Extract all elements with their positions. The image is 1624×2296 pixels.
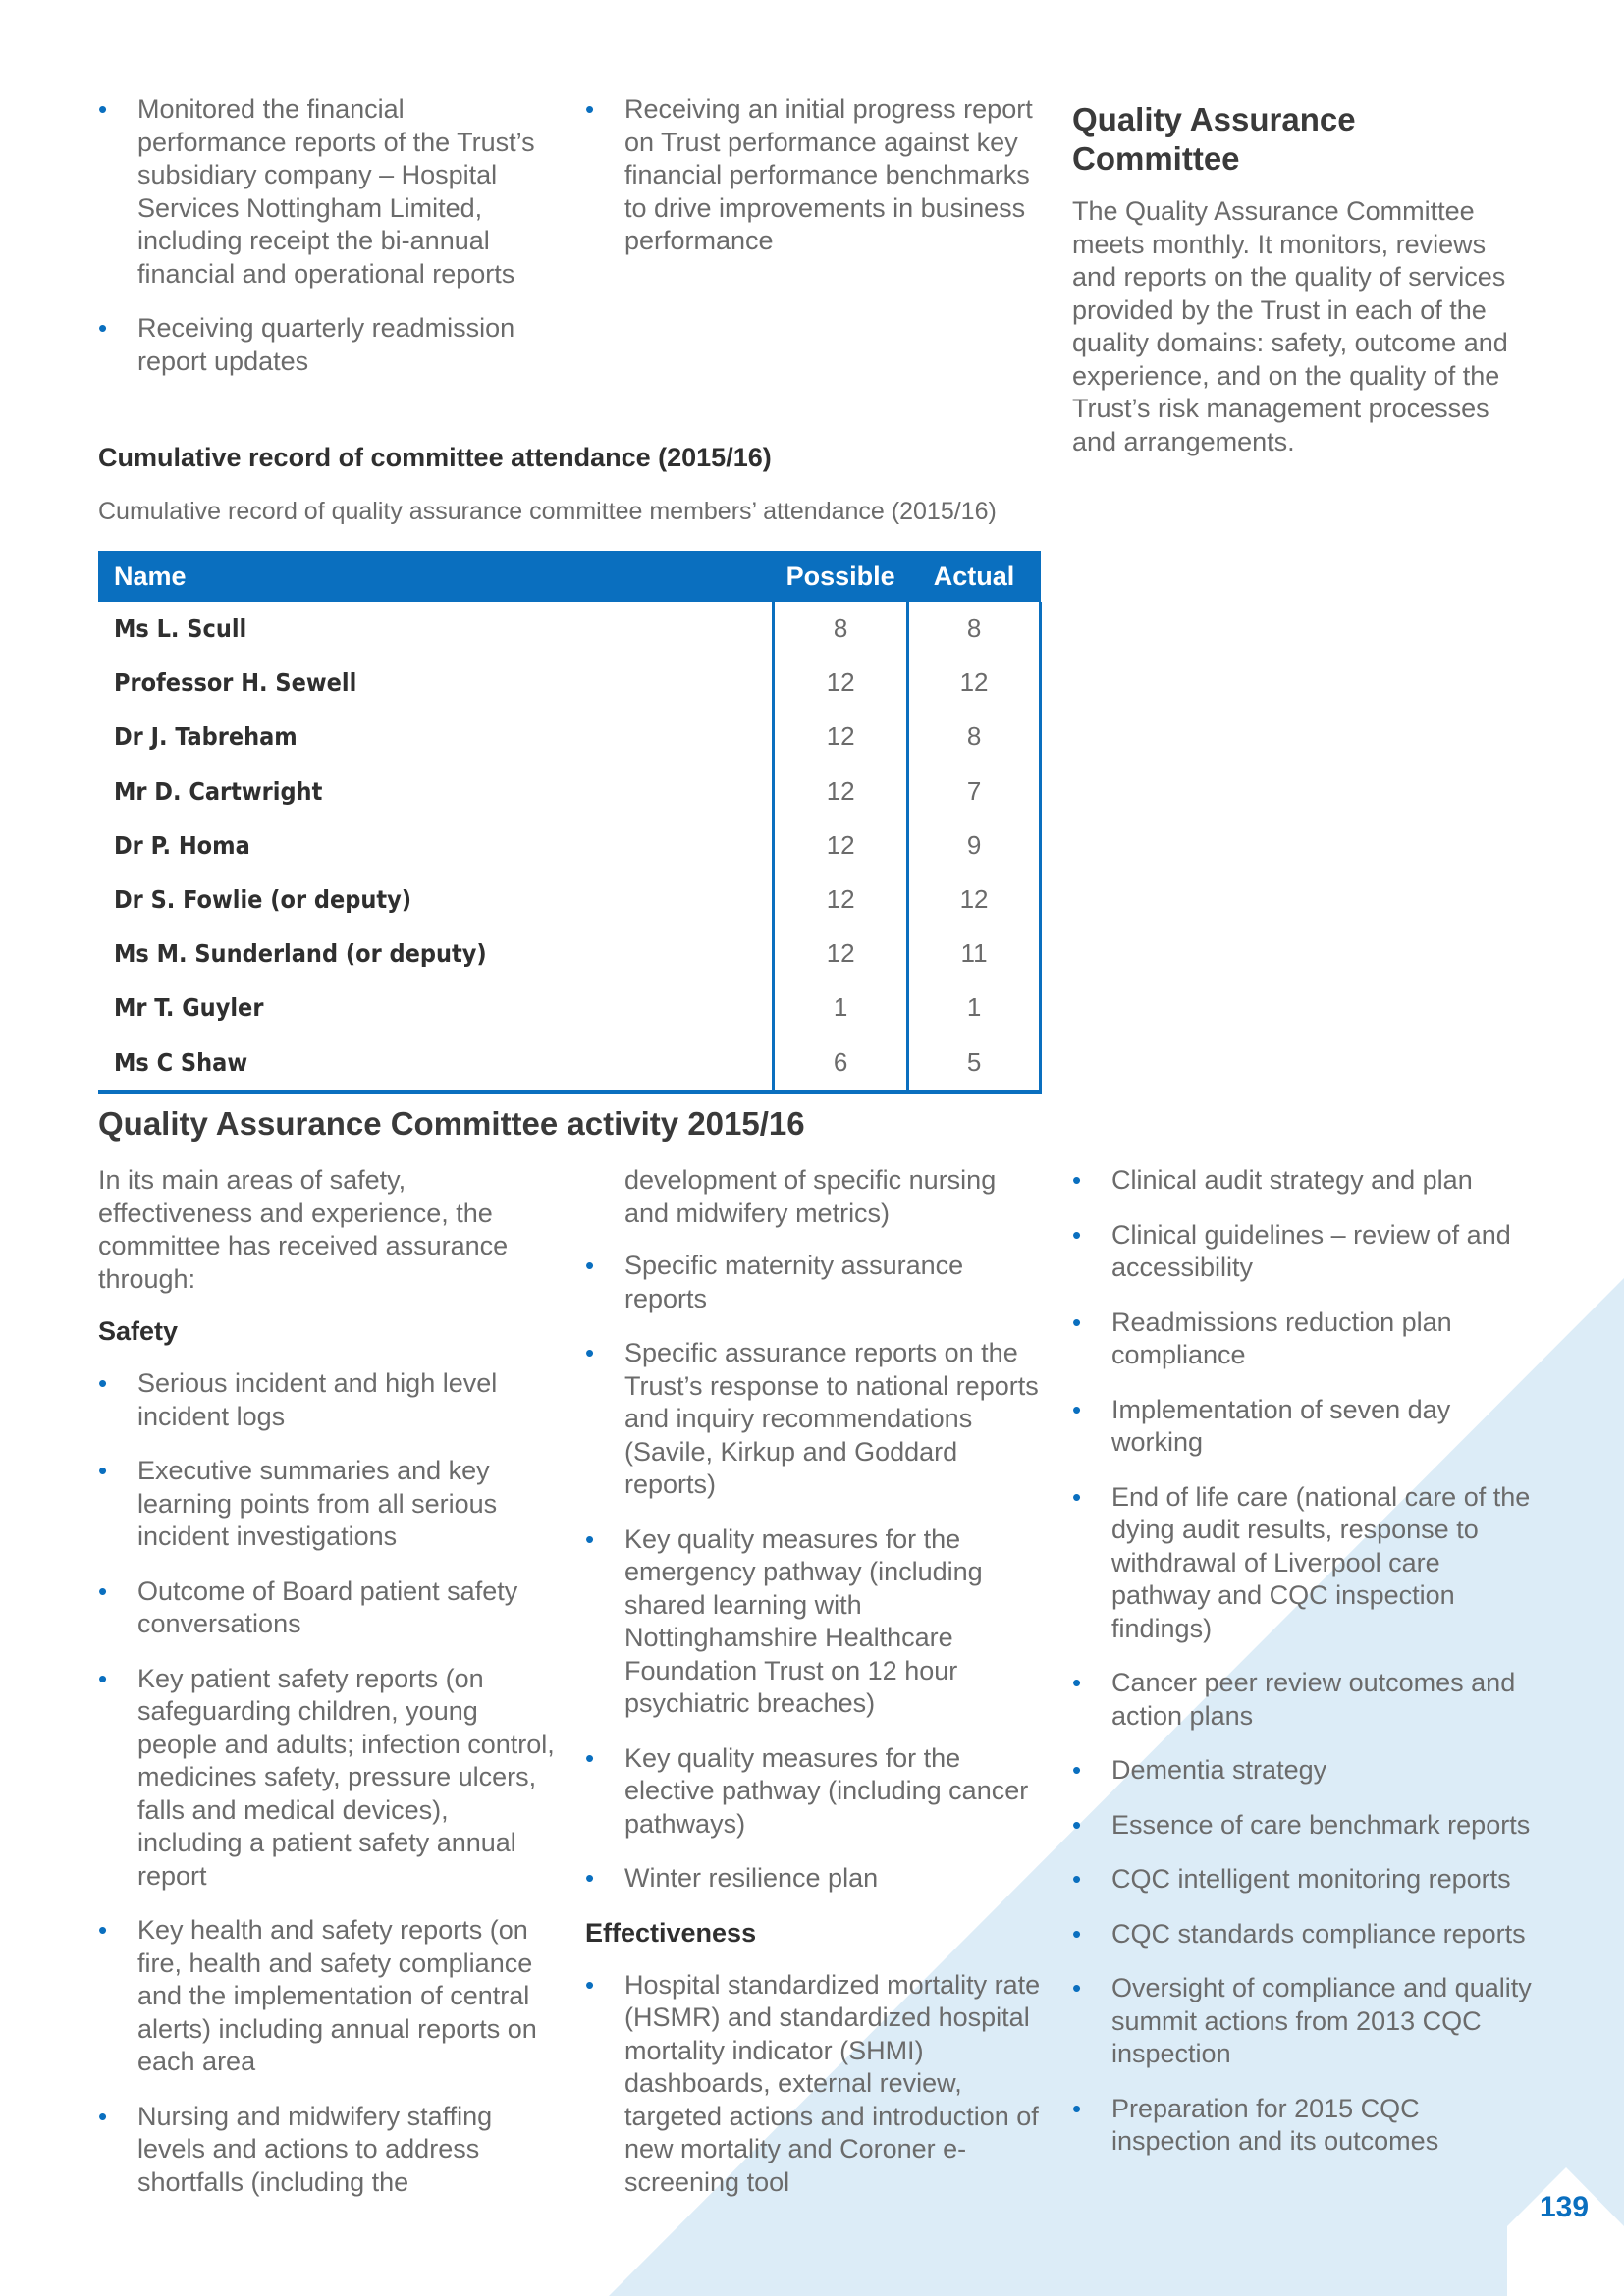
member-name: Mr D. Cartwright bbox=[114, 776, 323, 806]
safety-heading: Safety bbox=[98, 1316, 179, 1346]
middle-bullet-list bbox=[585, 1250, 1047, 1896]
continued-text: development of specific nursing and midwifery metrics) bbox=[624, 1165, 997, 1228]
activity-middle-column bbox=[585, 1164, 1047, 2220]
table-row bbox=[98, 981, 1041, 1035]
page-number: 139 bbox=[1540, 2191, 1590, 2223]
qac-body: The Quality Assurance Committee meets monthly. It monitors, reviews and reports on the quality of services provided by the Trust in each of the quality domains: safety, outcome and experience, and on the quality of the Trust’s risk management processes and arrangements. bbox=[1072, 196, 1508, 456]
bullet-item: • Readmissions reduction plan compliance bbox=[1072, 1307, 1534, 1372]
right-bullet-list bbox=[1072, 1164, 1534, 2159]
bullet-item: • Essence of care benchmark reports bbox=[1072, 1809, 1534, 1842]
attendance-table bbox=[98, 551, 1042, 1094]
top-left-bullet-list bbox=[98, 93, 550, 378]
actual-count: 7 bbox=[908, 765, 1041, 819]
table-row bbox=[98, 710, 1041, 764]
top-middle-bullet-list bbox=[585, 93, 1037, 258]
bullet-item: • End of life care (national care of the dying audit results, response to withdrawal of Liverpool care pathway and CQC inspection findings) bbox=[1072, 1481, 1534, 1646]
member-name: Dr P. Homa bbox=[114, 830, 250, 860]
activity-heading: Quality Assurance Committee activity 2015/16 bbox=[98, 1105, 805, 1142]
possible-count: 12 bbox=[774, 656, 908, 710]
table-row bbox=[98, 819, 1041, 873]
actual-count: 1 bbox=[908, 981, 1041, 1035]
bullet-item: • Implementation of seven day working bbox=[1072, 1394, 1534, 1460]
bullet-item: • Key patient safety reports (on safeguarding children, young people and adults; infection control, medicines safety, pressure ulcers, falls and medical devices), including a patient safety annual report bbox=[98, 1663, 560, 1894]
bullet-item: • CQC intelligent monitoring reports bbox=[1072, 1863, 1534, 1896]
actual-count: 9 bbox=[908, 819, 1041, 873]
top-left-column bbox=[98, 93, 550, 400]
table-row bbox=[98, 602, 1041, 656]
member-name: Ms M. Sunderland (or deputy) bbox=[114, 939, 487, 969]
member-name: Dr S. Fowlie (or deputy) bbox=[114, 885, 412, 915]
bullet-item: • Preparation for 2015 CQC inspection and its outcomes bbox=[1072, 2093, 1534, 2159]
bullet-item: • CQC standards compliance reports bbox=[1072, 1918, 1534, 1951]
bullet-item: • Nursing and midwifery staffing levels and actions to address shortfalls (including the bbox=[98, 2101, 560, 2200]
table-row bbox=[98, 873, 1041, 927]
bullet-item: • Cancer peer review outcomes and action plans bbox=[1072, 1667, 1534, 1733]
actual-count: 12 bbox=[908, 656, 1041, 710]
bullet-item: • Oversight of compliance and quality summit actions from 2013 CQC inspection bbox=[1072, 1972, 1534, 2071]
table-row bbox=[98, 927, 1041, 981]
table-header-row bbox=[98, 551, 1041, 602]
bullet-item: • Winter resilience plan bbox=[585, 1862, 1047, 1896]
member-name: Professor H. Sewell bbox=[114, 668, 357, 698]
possible-count: 12 bbox=[774, 819, 908, 873]
table-row bbox=[98, 656, 1041, 710]
qac-heading: Quality Assurance Committee bbox=[1072, 101, 1356, 177]
bullet-item: • Specific maternity assurance reports bbox=[585, 1250, 1047, 1315]
possible-count: 12 bbox=[774, 765, 908, 819]
activity-right-column bbox=[1072, 1164, 1534, 2180]
top-middle-column bbox=[585, 93, 1037, 280]
bullet-item: • Key health and safety reports (on fire, health and safety compliance and the implementation of central alerts) including annual reports on each area bbox=[98, 1914, 560, 2079]
possible-count: 12 bbox=[774, 710, 908, 764]
possible-count: 8 bbox=[774, 602, 908, 656]
table-row bbox=[98, 1036, 1041, 1092]
actual-count: 8 bbox=[908, 710, 1041, 764]
attendance-title: Cumulative record of committee attendance (2015/16) bbox=[98, 443, 772, 472]
table-row bbox=[98, 765, 1041, 819]
bullet-item: • Receiving an initial progress report on Trust performance against key financial performance benchmarks to drive improvements in business performance bbox=[585, 93, 1037, 258]
qac-column bbox=[1072, 100, 1524, 478]
header-name: Name bbox=[98, 551, 774, 602]
member-name: Ms C Shaw bbox=[114, 1047, 248, 1077]
bullet-item: • Clinical audit strategy and plan bbox=[1072, 1164, 1534, 1198]
bullet-item: • Key quality measures for the elective pathway (including cancer pathways) bbox=[585, 1742, 1047, 1842]
bullet-item: • Clinical guidelines – review of and accessibility bbox=[1072, 1219, 1534, 1285]
actual-count: 11 bbox=[908, 927, 1041, 981]
bullet-item: • Specific assurance reports on the Trust’s response to national reports and inquiry recommendations (Savile, Kirkup and Goddard reports) bbox=[585, 1337, 1047, 1502]
bullet-item: • Hospital standardized mortality rate (HSMR) and standardized hospital mortality indicator (SHMI) dashboards, external review, targeted actions and introduction of new mortality and Coroner e-screening tool bbox=[585, 1969, 1047, 2200]
bullet-item: • Serious incident and high level incident logs bbox=[98, 1367, 560, 1433]
bullet-item: • Dementia strategy bbox=[1072, 1754, 1534, 1788]
bullet-item: • Receiving quarterly readmission report updates bbox=[98, 312, 550, 378]
header-possible: Possible bbox=[774, 551, 908, 602]
attendance-caption: Cumulative record of quality assurance committee members’ attendance (2015/16) bbox=[98, 498, 997, 525]
bullet-item: • Monitored the financial performance reports of the Trust’s subsidiary company – Hospital Services Nottingham Limited, including receipt the bi-annual financial and operational reports bbox=[98, 93, 550, 291]
member-name: Ms L. Scull bbox=[114, 614, 247, 644]
actual-count: 8 bbox=[908, 602, 1041, 656]
actual-count: 12 bbox=[908, 873, 1041, 927]
safety-bullet-list bbox=[98, 1367, 560, 2199]
bullet-item: • Key quality measures for the emergency pathway (including shared learning with Nottinghamshire Healthcare Foundation Trust on 12 hour psychiatric breaches) bbox=[585, 1523, 1047, 1721]
possible-count: 1 bbox=[774, 981, 908, 1035]
effectiveness-heading: Effectiveness bbox=[585, 1917, 757, 1948]
possible-count: 12 bbox=[774, 927, 908, 981]
possible-count: 6 bbox=[774, 1036, 908, 1092]
actual-count: 5 bbox=[908, 1036, 1041, 1092]
activity-left-column bbox=[98, 1164, 560, 2220]
effectiveness-bullet-list bbox=[585, 1969, 1047, 2200]
header-actual: Actual bbox=[908, 551, 1041, 602]
activity-intro: In its main areas of safety, effectiveness and experience, the committee has received assurance through: bbox=[98, 1165, 509, 1294]
bullet-item: • Executive summaries and key learning points from all serious incident investigations bbox=[98, 1455, 560, 1554]
member-name: Mr T. Guyler bbox=[114, 993, 264, 1023]
possible-count: 12 bbox=[774, 873, 908, 927]
member-name: Dr J. Tabreham bbox=[114, 722, 298, 752]
bullet-item: • Outcome of Board patient safety conversations bbox=[98, 1575, 560, 1641]
